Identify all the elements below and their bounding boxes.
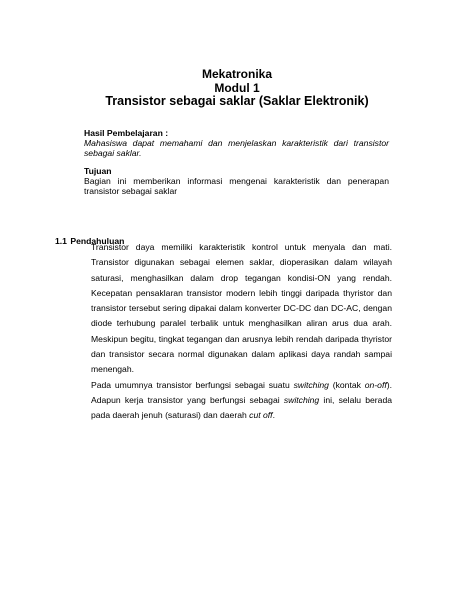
- objective-text: Bagian ini memberikan informasi mengenai karakteristik dan penerapan transistor sebagai saklar: [84, 176, 389, 196]
- paragraph-text: (kontak: [328, 379, 365, 390]
- emphasis-on-off: on-off: [364, 379, 387, 390]
- course-title: Mekatronika: [201, 67, 273, 81]
- learning-outcome-text: Mahasiswa dapat memahami dan menjelaskan karakteristik dari transistor sebagai saklar.: [84, 138, 389, 158]
- body-paragraph-2: [91, 378, 392, 424]
- objective-section: [84, 166, 389, 196]
- body-paragraph-1: Transistor daya memiliki karakteristik kontrol untuk menyala dan mati. Transistor digunakan sebagai elemen saklar, dioperasikan dalam wilayah saturasi, menghasilkan dalam drop tegangan kondisi-ON yang rendah. Kecepatan pensaklaran transistor modern lebih tinggi daripada thyristor dan transistor tersebut sering dipakai dalam konverter DC-DC dan DC-AC, dengan diode terhubung paralel terbalik untuk menghasilkan aliran arus dua arah. Meskipun begitu, tingkat tegangan dan arusnya lebih rendah daripada thyristor dan transistor secara normal digunakan dalam aplikasi daya randah sampai menengah.: [91, 242, 392, 375]
- paragraph-text: ini, selalu berada pada daerah jenuh (saturasi) dan daerah: [91, 394, 392, 421]
- module-number: Modul 1: [214, 80, 260, 95]
- paragraph-text: ). Adapun kerja transistor yang berfungsi sebagai: [91, 379, 392, 405]
- learning-outcome-section: [84, 128, 389, 158]
- learning-outcome-heading: Hasil Pembelajaran :: [84, 128, 169, 138]
- module-subtitle: Transistor sebagai saklar (Saklar Elektronik): [105, 94, 369, 108]
- paragraph-text: .: [272, 410, 275, 421]
- section-body: [91, 240, 392, 424]
- objective-heading: Tujuan: [84, 166, 112, 176]
- title-block: [0, 68, 474, 109]
- section-number: 1.1: [55, 236, 67, 246]
- paragraph-text: Pada umumnya transistor berfungsi sebagai suatu: [91, 379, 294, 390]
- emphasis-switching: switching: [293, 379, 329, 390]
- section-title: Pendahuluan: [70, 236, 125, 246]
- emphasis-switching: switching: [283, 394, 320, 405]
- emphasis-cut-off: cut off: [249, 410, 273, 421]
